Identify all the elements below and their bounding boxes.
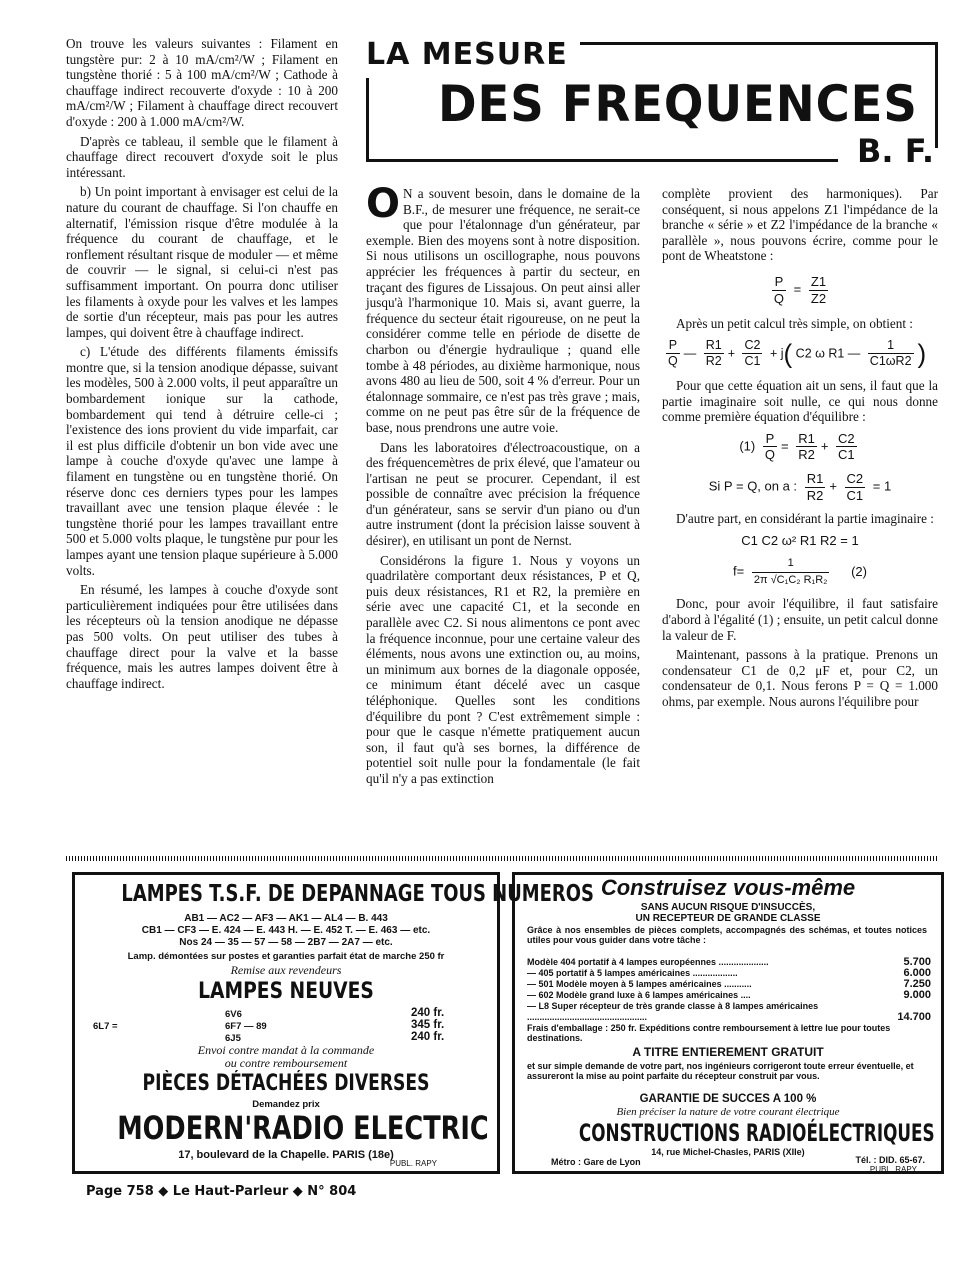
header-rule	[580, 42, 938, 45]
ad-item	[527, 968, 931, 979]
eq-term: C2 ω R1 —	[795, 346, 861, 361]
equation-6	[662, 556, 938, 588]
item-text: — 405 portatif à 5 lampes américaines ..................	[527, 968, 738, 978]
ad-text: Demandez prix	[252, 1099, 320, 1110]
ad-item	[527, 1001, 931, 1023]
equation-5: C1 C2 ω² R1 R2 = 1	[741, 532, 859, 548]
eq-den: Q	[773, 290, 785, 306]
paragraph: Dans les laboratoires d'électroacoustique, on a des fréquencemètres de prix élevé, que l'amateur ou l'artisan ne peut se procurer. Cependant, il est possible de connaître avec précision la fréquence d'un générateur, sans se servir d'un piano ou d'un autre instrument (dont la précision laisse souvent à désirer), en utilisant un pont de Nernst.	[366, 439, 640, 549]
ad-metro: Métro : Gare de Lyon	[551, 1157, 641, 1167]
advertisement-lampes	[72, 872, 594, 1174]
paragraph-text: N a souvent besoin, dans le domaine de la B.F., de mesurer une fréquence, ne serait-ce que pour l'étalonnage d'un générateur, par exemple. Bien des moyens sont à notre disposition. Si nous utilisons un oscillographe, nous pouvons apprécier les fréquences à partir du secteur, en traçant des figures de Lissajous. On peut ainsi aller jusqu'à l'harmonique 10. Mais si, avant guerre, la fréquence du secteur était rigoureuse, on ne peut la considérer comme telle en période de disette de charbon ou d'énergie hydraulique ; quand elle tombe à 48 périodes, au dixième harmonique, nous avons 480 au lieu de 500, soit 4 % d'erreur. Pour un étalonnage sommaire, ce n'est pas très grave ; mais, comme on ne peut pas être sûr de la fréquence de base, nous prendrons une autre voie.	[366, 186, 640, 435]
eq-label: (2)	[851, 563, 867, 579]
ad-subtitle: PIÈCES DÉTACHÉES DIVERSES	[142, 1071, 430, 1096]
eq-num: R1	[704, 338, 724, 355]
eq-num: C2	[846, 470, 864, 486]
paragraph: D'autre part, en considérant la partie imaginaire :	[676, 511, 934, 527]
item-price: 5.700	[903, 956, 931, 968]
eq-num: C2	[742, 338, 762, 355]
item-text: — L8 Super récepteur de très grande classe à 8 lampes américaines ................................................	[527, 1001, 819, 1022]
eq-label: (1)	[739, 438, 756, 454]
header-title-line3: B. F.	[857, 132, 934, 170]
eq-den: C1	[846, 487, 864, 503]
eq-den: C1ωR2	[869, 354, 912, 369]
eq-operator: =	[793, 281, 802, 297]
eq-num: 1	[752, 556, 830, 573]
paragraph: En résumé, les lampes à couche d'oxyde sont particulièrement indiquées pour être utilisées dans les récepteurs où la tension anodique ne dépasse pas 500 volts. On peut utiliser des tubes à chauffage direct pour la valve et la basse fréquence, mais les autres lampes doivent être à chauffage indirect.	[66, 582, 338, 691]
ad-remise: Remise aux revendeurs	[230, 963, 342, 977]
item-text: — 602 Modèle grand luxe à 6 lampes américaines ....	[527, 990, 751, 1000]
ad-text: Envoi contre mandat à la commande	[197, 1043, 375, 1057]
paragraph: D'après ce tableau, il semble que le filament à chauffage direct recouvert d'oxyde soit le plus intéressant.	[66, 133, 338, 180]
eq-num: P	[666, 338, 680, 355]
column-right	[662, 186, 938, 714]
eq-den: C1	[838, 447, 855, 463]
equation-3: (1) $\frac{P}{Q}$ = $\frac{R1}{R2}$ + $\frac{C2}{C1}$	[739, 430, 855, 463]
eq-num: Z1	[810, 273, 827, 289]
header-rule	[935, 42, 938, 148]
ad-text: et sur simple demande de votre part, nos ingénieurs corrigeront toute erreur éventuelle, et assureront la mise au point parfaite du récepteur construit par vous.	[527, 1061, 914, 1081]
eq-den: Z2	[810, 290, 827, 306]
eq-den: 2π √C₁C₂ R₁R₂	[753, 573, 828, 586]
ad-item	[527, 979, 931, 990]
ad-brand: CONSTRUCTIONS RADIOÉLECTRIQUES	[578, 1119, 935, 1147]
lamp-name: 6L7 =	[93, 1021, 118, 1032]
header-title-line2: DES FREQUENCES	[438, 75, 918, 133]
eq-den: C1	[744, 354, 761, 369]
equation-4: Si P = Q, on a : $\frac{R1}{R2}$ + $\frac{C2}{C1}$ = 1	[708, 470, 892, 503]
header-title-line1: LA MESURE	[366, 37, 568, 72]
lamp-price: 240 fr.	[411, 1031, 445, 1043]
item-price: 7.250	[903, 978, 931, 990]
ad-tel: Tél. : DID. 65-67.	[855, 1155, 925, 1165]
eq-den: R2	[806, 487, 824, 503]
drop-cap: O	[366, 181, 401, 227]
ad-item	[527, 957, 931, 968]
item-price: 6.000	[903, 967, 931, 979]
ad-title: LAMPES T.S.F. DE DEPANNAGE TOUS NUMEROS	[121, 881, 594, 907]
lamp-price: 240 fr.	[411, 1007, 445, 1019]
ad-list: CB1 — CF3 — E. 424 — E. 443 H. — E. 452 T. — E. 463 — etc.	[141, 925, 431, 936]
item-price: 14.700	[897, 1011, 931, 1023]
eq-den: R2	[798, 447, 815, 463]
paragraph: On trouve les valeurs suivantes : Filament en tungstère pur: 2 à 10 mA/cm²/W ; Filament en tungstène thorié : 5 à 100 mA/cm²/W ; Cathode à chauffage indirect recouverte d'oxyde : 10 à 200 mA/cm²/W ; Filament à chauffage direct recouvert d'oxyde : 200 à 1.000 mA/cm²/W.	[66, 36, 338, 129]
column-left	[66, 36, 338, 695]
equation-1	[662, 274, 938, 306]
item-price: 9.000	[903, 989, 931, 1001]
ad-items	[527, 957, 931, 1023]
eq-den: Q	[764, 447, 775, 463]
paragraph: b) Un point important à envisager est celui de la nature du courant de chauffage. Si l'on chauffe en alternatif, l'émission risque d'être modulée à la fréquence du courant de chauffage, et le ronflement résultant risque de moduler — et même de couvrir — le signal, si celui-ci n'est pas suffisamment important. On pourra donc utiliser les filaments à oxyde pour les valves et les lampes de sortie d'un récepteur, mais pas pour les autres lampes, qui doivent être à chauffage indirect.	[66, 184, 338, 340]
paragraph: c) L'étude des différents filaments émissifs montre que, si la tension anodique dépasse, suivant les modèles, 500 à 2.000 volts, il peut apparaître un bombardement ionique sur la cathode, bombardement qui tend à détruire celle-ci ; l'existence des ions provient du vide imparfait, car il est plus difficile d'obtenir un bon vide avec une lampe à couche d'oxyde qu'avec une lampe à filament en tungstène ou en tungstène thorié. On réserve donc ces derniers types pour les lampes travaillant avec une tension plaque élevée : le tungstène thorié pour les lampes travaillant entre 500 et 5.000 volts plaque, le tungstène pur pour les lampes ayant une tension plaque supérieure à 5.000 volts.	[66, 344, 338, 578]
ad-text: Frais d'emballage : 250 fr. Expéditions contre remboursement à lettre lue pour toutes destinations.	[527, 1023, 891, 1043]
ad-title: Construisez vous-même	[600, 875, 856, 900]
ad-price-line: Lamp. démontées sur postes et garanties parfait état de marche 250 fr	[127, 951, 445, 962]
ad-brand: MODERN'RADIO ELECTRIC	[117, 1109, 489, 1147]
ad-subtitle: A TITRE ENTIEREMENT GRATUIT	[632, 1045, 824, 1059]
paragraph: Après un petit calcul très simple, on obtient :	[676, 316, 913, 332]
lamp-name: 6V6	[225, 1009, 242, 1020]
ad-intro: Grâce à nos ensembles de pièces complets, accompagnés des schémas, et toutes notices utiles pour vous guider dans votre tâche :	[527, 925, 927, 945]
ad-publ: PUBL. RAPY	[389, 1159, 437, 1168]
ad-text: Bien préciser la nature de votre courant électrique	[616, 1106, 840, 1118]
eq-num: R1	[806, 470, 824, 486]
eq-imag-unit: + j	[769, 346, 784, 361]
eq-num: C2	[838, 430, 855, 446]
item-text: Modèle 404 portatif à 4 lampes européennes ....................	[527, 957, 769, 967]
eq-num: P	[772, 274, 786, 291]
header-rule	[366, 78, 369, 162]
advertisement-constructions	[512, 872, 944, 1174]
paragraph	[366, 181, 640, 436]
ad-address: 14, rue Michel-Chasles, PARIS (XIIe)	[651, 1147, 805, 1157]
paragraph: Pour que cette équation ait un sens, il faut que la partie imaginaire soit nulle, ce qui nous donne comme première équation d'équilibre :	[662, 377, 938, 425]
paragraph: Considérons la figure 1. Nous y voyons un quadrilatère comportant deux résistances, P et Q, puis deux résistances, R1 et R2, la première en série avec une capacité C1, et la seconde en parallèle avec C2. Si nous alimentons ce pont avec la fréquence inconnue, pour une certaine valeur des éléments, nous avons une extinction ou, au moins, un minimum aux bornes de la diagonale opposée, ce minimum étant décelé avec un casque téléphonique. Quelles sont les conditions d'équilibre du pont ? C'est extrêmement simple : pour que le casque n'émette pratiquement aucun son, il faut qu'à ses bornes, la différence de potentiel soit nulle pour la fondamentale (le fait qu'il n'y a pas extinction	[366, 552, 640, 786]
lamp-name: 6F7 — 89	[225, 1021, 267, 1032]
ad-text: ou contre remboursement	[224, 1056, 348, 1070]
eq-num: P	[763, 431, 777, 448]
ad-subtitle: GARANTIE DE SUCCES A 100 %	[639, 1093, 817, 1105]
ad-address: 17, boulevard de la Chapelle. PARIS (18e)	[178, 1149, 394, 1161]
ad-list: Nos 24 — 35 — 57 — 58 — 2B7 — 2A7 — etc.	[179, 937, 393, 948]
paragraph: Donc, pour avoir l'équilibre, il faut satisfaire d'abord à l'égalité (1) ; ensuite, un petit calcul donne la valeur de F.	[662, 596, 938, 643]
ad-subtitle: SANS AUCUN RISQUE D'INSUCCÈS,	[640, 902, 816, 913]
paragraph: Maintenant, passons à la pratique. Prenons un condensateur C1 de 0,2 μF et, pour C2, un condensateur de 0,1. Nous ferons P = Q = 1.000 ohms, par exemple. Nous aurons l'équilibre pour	[662, 647, 938, 710]
eq-term: = 1	[872, 478, 892, 494]
paragraph: complète provient des harmoniques). Par conséquent, si nous appelons Z1 l'impédance de la branche « série » et Z2 l'impédance de la branche « parallèle », nous pouvons écrire, comme pour le pont de Wheatstone :	[662, 186, 938, 264]
ad-list: AB1 — AC2 — AF3 — AK1 — AL4 — B. 443	[184, 913, 388, 924]
eq-den: Q	[668, 354, 678, 369]
ad-subtitle: LAMPES NEUVES	[198, 979, 374, 1004]
ad-item	[527, 990, 931, 1001]
article-header	[366, 37, 938, 170]
eq-den: R2	[705, 354, 722, 369]
ad-publ: PUBL. RAPY	[869, 1165, 917, 1174]
ad-subtitle: UN RECEPTEUR DE GRANDE CLASSE	[635, 913, 821, 924]
column-middle	[366, 181, 640, 791]
eq-num: 1	[868, 338, 914, 355]
eq-term: Si P = Q, on a :	[708, 478, 798, 494]
lamp-price: 345 fr.	[411, 1019, 445, 1031]
separator-rule	[66, 856, 938, 861]
page-footer: Page 758 ◆ Le Haut-Parleur ◆ N° 804	[86, 1184, 357, 1199]
lamp-name: 6J5	[225, 1033, 241, 1044]
equation-2: $\frac{P}{Q}$ — $\frac{R1}{R2}$ + $\frac{C2}{C1}$ + j( C2 ω R1 — $\frac{1}{C1\omega R2}$ )	[668, 337, 927, 369]
header-rule	[366, 159, 838, 162]
eq-num: R1	[798, 430, 815, 446]
item-text: — 501 Modèle moyen à 5 lampes américaines ...........	[527, 979, 752, 989]
eq-term: f=	[733, 563, 745, 579]
